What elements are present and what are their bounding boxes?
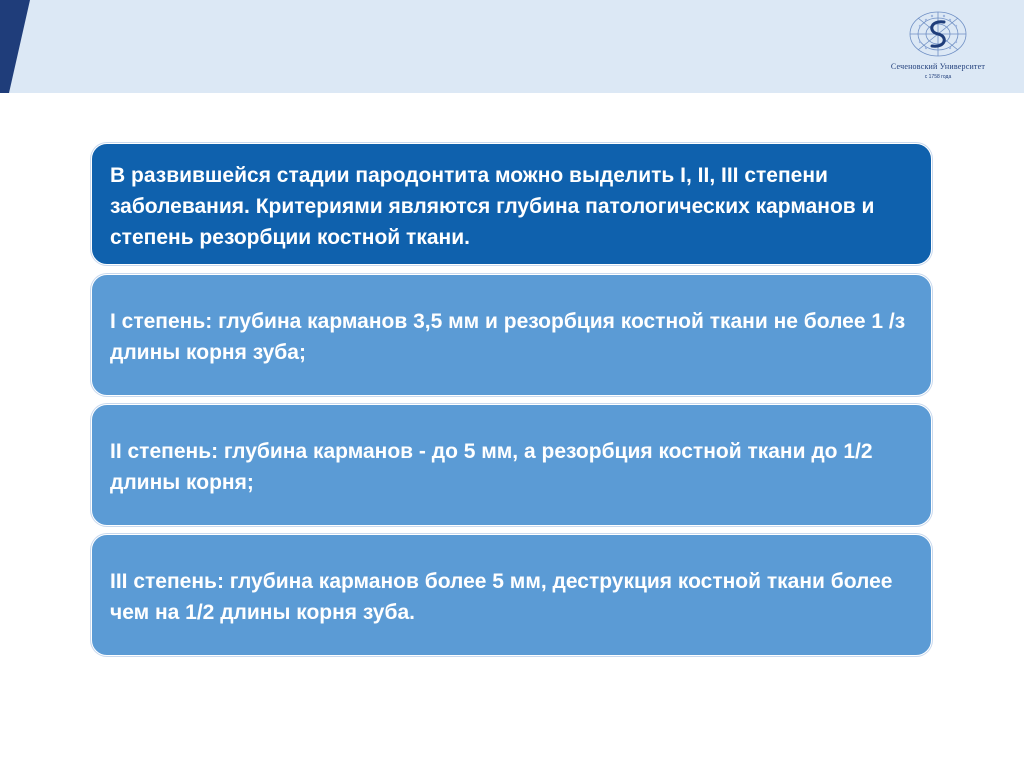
intro-text: В развившейся стадии пародонтита можно выделить I, II, III степени заболевания. Критериями являются глубина патологических карманов и степень резорбции костной ткани.: [110, 164, 875, 249]
stage-1-box: [91, 274, 932, 396]
logo-subtitle: с 1758 года: [924, 74, 952, 80]
header-band: [0, 0, 1024, 93]
stage-3-box: [91, 534, 932, 656]
intro-box: [91, 143, 932, 265]
logo-name: Сеченовский Университет: [890, 62, 986, 71]
header-accent-stripe: [0, 0, 30, 93]
stage-3-text: III степень: глубина карманов более 5 мм, деструкция костной ткани более чем на 1/2 длины корня зуба.: [110, 570, 893, 624]
stage-2-box: [91, 404, 932, 526]
stage-2-text: II степень: глубина карманов - до 5 мм, а резорбция костной ткани до 1/2 длины корня;: [110, 440, 873, 494]
stage-1-text: I степень: глубина карманов 3,5 мм и резорбция костной ткани не более 1 /з длины корня зуба;: [110, 310, 906, 364]
